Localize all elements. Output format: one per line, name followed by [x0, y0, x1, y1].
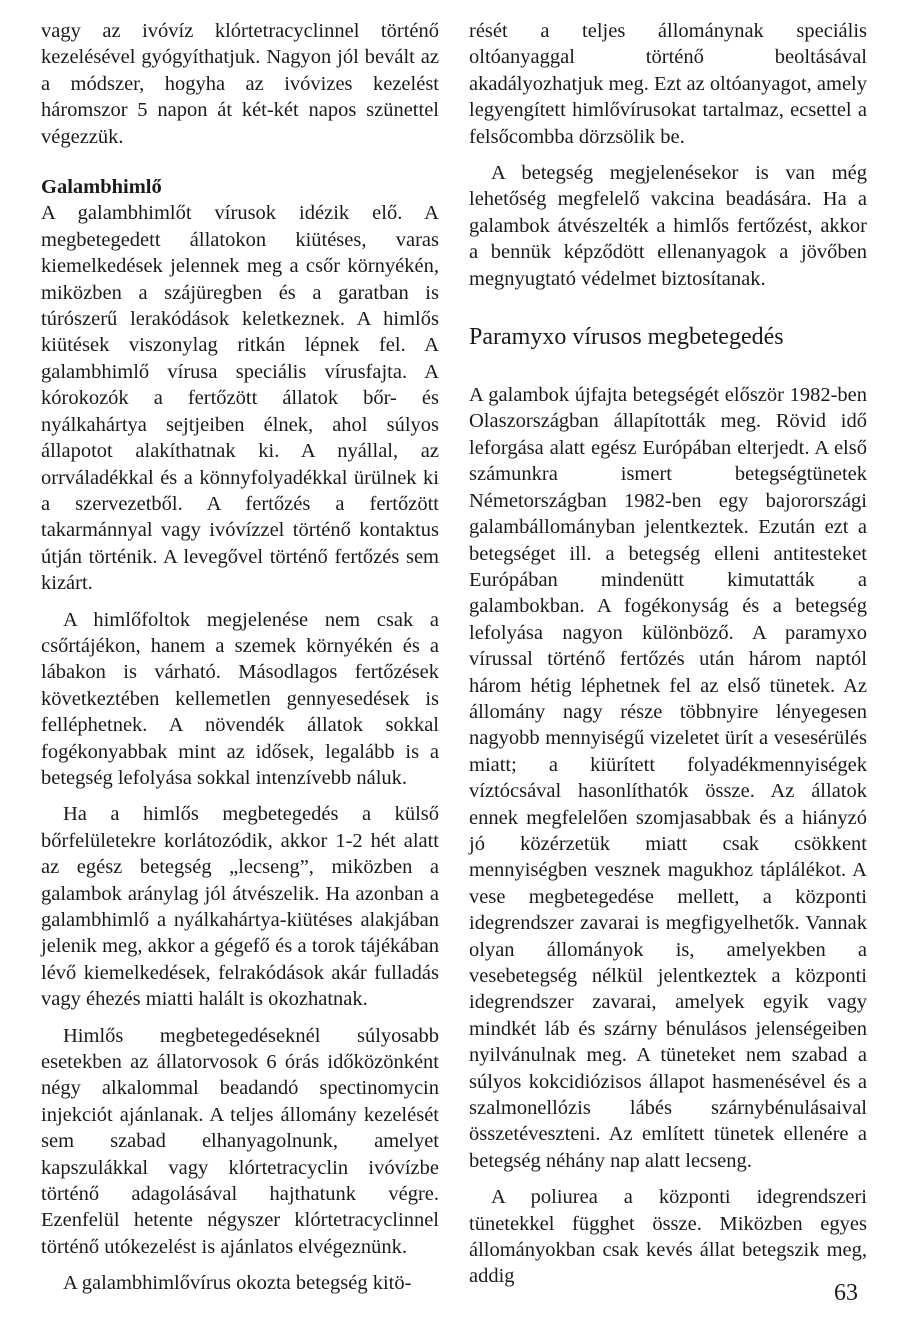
right-column	[469, 18, 867, 1290]
paragraph: Ha a himlős megbetegedés a külső bőrfelületekre korlátozódik, akkor 1-2 hét alatt az egész betegség „lecseng”, miközben a galambok aránylag jól átvészelik. Ha azonban a galambhimlő a nyálkahártya-kiütéses alakjában jelenik meg, akkor a gégefő és a torok tájékában lévő kiemelkedések, felrakódások akár fulladás vagy éhezés miatti halált is okozhatnak.	[41, 803, 439, 1011]
paragraph: Himlős megbetegedéseknél súlyosabb esetekben az állatorvosok 6 órás időközönként négy alkalommal beadandó spectinomycin injekciót ajánlanak. A teljes állomány kezelését sem szabad elhanyagolnunk, amelyet kapszulákkal vagy klórtetracyclin ivóvízbe történő adagolásával hajthatunk végre. Ezenfelül hetente négyszer klórtetracyclinnel történő utókezelést is ajánlatos elvégeznünk.	[41, 1024, 439, 1258]
section-title: Paramyxo vírusos megbetegedés	[469, 324, 784, 351]
paragraph: A poliurea a központi idegrendszeri tünetekkel függhet össze. Miközben egyes állományokban csak kevés állat betegszik meg, addig	[469, 1186, 867, 1288]
paragraph: A galambhimlővírus okozta betegség kitö-	[63, 1272, 412, 1295]
paragraph: A himlőfoltok megjelenése nem csak a csőrtájékon, hanem a szemek környékén és a lábakon is várható. Másodlagos fertőzések következtében kellemetlen gennyesedések is felléphetnek. A növendék állatok sokkal fogékonyabbak mint az idősek, legalább is a betegség lefolyása sokkal intenzívebb náluk.	[41, 608, 439, 789]
left-column	[41, 18, 439, 1297]
paragraph: A galambhimlőt vírusok idézik elő. A megbetegedett állatokon kiütéses, varas kiemelkedések jelennek meg a csőr környékén, miközben a szájüregben és a garatban is túrószerű lerakódások keletkeznek. A himlős kiütések viszonylag ritkán lépnek fel. A galambhimlő vírusa speciális vírusfajta. A kórokozók a fertőzött állatok bőr- és nyálkahártya sejtjeiben élnek, ahol súlyos állapotot alakíthatnak ki. A nyállal, az orrváladékkal és a könnyfolyadékkal ürülnek ki a szervezetből. A fertőzés a fertőzött takarmánnyal vagy ivóvízzel történő kontaktus útján történik. A levegővel történő fertőzés sem kizárt.	[41, 202, 439, 595]
paragraph: rését a teljes állománynak speciális oltóanyaggal történő beoltásával akadályozhatjuk meg. Ezt az oltóanyagot, amely legyengített himlővírusokat tartalmaz, ecsettel a felsőcombba dörzsölik be.	[469, 20, 867, 148]
section-heading: Galambhimlő	[41, 176, 162, 199]
paragraph: vagy az ivóvíz klórtetracyclinnel történő kezelésével gyógyíthatjuk. Nagyon jól bevált az a módszer, hogyha az ivóvizes kezelést háromszor 5 napon át két-két napos szünettel végezzük.	[41, 20, 439, 148]
page-number: 63	[834, 1280, 858, 1306]
paragraph: A galambok újfajta betegségét először 1982-ben Olaszországban állapították meg. Rövid idő leforgása alatt egész Európában elterjedt. A első számunkra ismert betegségtünetek Németországban 1982-ben egy bajorországi galambállományban jelentkeztek. Ezután ezt a betegséget ill. a betegség elleni antitesteket Európában mindenütt kimutatták a galambokban. A fogékonyság és a betegség lefolyása nagyon különböző. A paramyxo vírussal történő fertőzés után három naptól három hétig léphetnek fel az első tünetek. Az állomány nagy része többnyire lényegesen nagyobb mennyiségű vizeletet ürít a vesesérülés miatt; a kiürített folyadékmennyiségek víztócsával hasonlíthatók össze. Az állatok ennek megfelelően szomjasabbak és a hiányzó jó közérzetük miatt csak csökkent mennyiségben vesznek magukhoz táplálékot. A vese megbetegedése mellett, a központi idegrendszer zavarai is megfigyelhetők. Vannak olyan állományok is, amelyekben a vesebetegség nélkül jelentkeztek a központi idegrendszer zavarai, amelyek egyik vagy mindkét láb és szárny bénulásos jelenségeiben nyilvánulnak meg. A tüneteket nem szabad a súlyos kokcidiózisos állapot hasmenésével és a szalmonellózis lábés szárnybénulásaival összetéveszteni. Az említett tünetek ellenére a betegség néhány nap alatt lecseng.	[469, 384, 867, 1172]
paragraph: A betegség megjelenésekor is van még lehetőség megfelelő vakcina beadására. Ha a galambok átvészelték a himlős fertőzést, akkor a bennük képződött ellenanyagok a jövőben megnyugtató védelmet biztosítanak.	[469, 162, 867, 290]
